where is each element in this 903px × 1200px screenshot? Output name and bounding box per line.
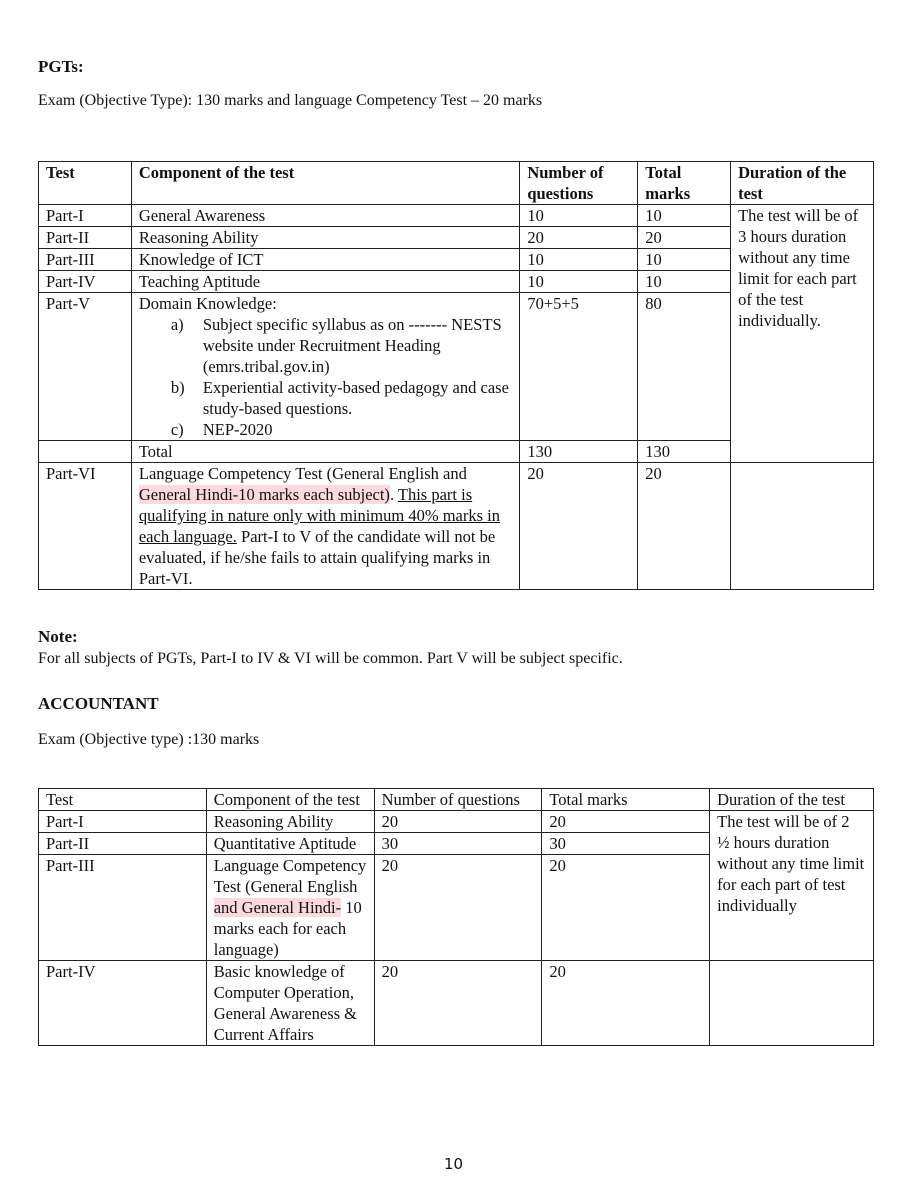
- cell-test: Part-I: [39, 811, 207, 833]
- cell-questions: 20: [374, 961, 542, 1046]
- table-row: [39, 961, 874, 1046]
- pgt-table: [38, 161, 874, 590]
- header-component: Component of the test: [131, 162, 519, 205]
- cell-marks: 20: [542, 961, 710, 1046]
- cell-test: Part-II: [39, 833, 207, 855]
- list-item: [170, 377, 512, 419]
- table-header-row: [39, 789, 874, 811]
- highlighted-text: and General Hindi-: [213, 898, 342, 917]
- list-text: NEP-2020: [202, 420, 273, 439]
- cell-component: Quantitative Aptitude: [206, 833, 374, 855]
- cell-empty: [731, 463, 874, 590]
- header-marks: Total marks: [542, 789, 710, 811]
- header-test: Test: [39, 162, 132, 205]
- accountant-heading: ACCOUNTANT: [38, 694, 159, 713]
- cell-test: Part-IV: [39, 961, 207, 1046]
- component-text: 10 marks each for each language): [213, 898, 362, 959]
- cell-test: Part-VI: [39, 463, 132, 590]
- cell-marks: 20: [638, 227, 731, 249]
- cell-component: Basic knowledge of Computer Operation, General Awareness & Current Affairs: [206, 961, 374, 1046]
- component-text: Part-I to V of the candidate will not be evaluated, if he/she fails to attain qualifying marks in Part-VI.: [138, 527, 496, 588]
- component-text: .: [389, 485, 398, 504]
- cell-marks: 10: [638, 249, 731, 271]
- cell-component: [206, 855, 374, 961]
- header-duration: Duration of the test: [731, 162, 874, 205]
- cell-marks: 10: [638, 205, 731, 227]
- cell-component: General Awareness: [131, 205, 519, 227]
- cell-questions: 20: [374, 811, 542, 833]
- list-text: Experiential activity-based pedagogy and case study-based questions.: [202, 378, 509, 418]
- cell-test: Part-III: [39, 249, 132, 271]
- cell-component: Reasoning Ability: [131, 227, 519, 249]
- cell-marks: 10: [638, 271, 731, 293]
- header-test: Test: [39, 789, 207, 811]
- list-marker: a): [170, 315, 184, 334]
- cell-questions: 10: [520, 205, 638, 227]
- underlined-text: This part is qualifying in nature only with minimum 40% marks in each language.: [138, 485, 500, 546]
- list-marker: c): [170, 420, 184, 439]
- table-row: [39, 811, 874, 833]
- cell-marks: 20: [638, 463, 731, 590]
- cell-questions: 30: [374, 833, 542, 855]
- cell-marks: 30: [542, 833, 710, 855]
- cell-component: [131, 463, 519, 590]
- header-questions: Number of questions: [520, 162, 638, 205]
- cell-questions: 20: [520, 227, 638, 249]
- cell-test: Part-V: [39, 293, 132, 441]
- pgt-heading: PGTs:: [38, 57, 84, 76]
- highlighted-text: General Hindi-10 marks each subject): [138, 485, 390, 504]
- cell-questions: 20: [520, 463, 638, 590]
- cell-test: [39, 441, 132, 463]
- cell-test: Part-III: [39, 855, 207, 961]
- cell-questions: 10: [520, 249, 638, 271]
- cell-test: Part-I: [39, 205, 132, 227]
- cell-duration: The test will be of 3 hours duration without any time limit for each part of the test individually.: [731, 205, 874, 463]
- header-marks: Total marks: [638, 162, 731, 205]
- list-item: [170, 314, 512, 377]
- cell-test: Part-II: [39, 227, 132, 249]
- note-heading: Note:: [38, 627, 78, 646]
- component-text: Language Competency Test (General English: [213, 856, 367, 896]
- domain-knowledge-label: Domain Knowledge:: [138, 294, 277, 313]
- page-number: 10: [444, 1155, 464, 1173]
- cell-questions: 20: [374, 855, 542, 961]
- cell-component: [131, 293, 519, 441]
- list-item: [170, 419, 512, 440]
- cell-duration: The test will be of 2 ½ hours duration without any time limit for each part of test individually: [710, 811, 874, 961]
- cell-component: Knowledge of ICT: [131, 249, 519, 271]
- cell-marks: 20: [542, 811, 710, 833]
- list-text: Subject specific syllabus as on ------- NESTS website under Recruitment Heading (emrs.tribal.gov.in): [202, 315, 502, 376]
- list-marker: b): [170, 378, 185, 397]
- accountant-table: [38, 788, 874, 1046]
- cell-marks: 80: [638, 293, 731, 441]
- cell-questions: 10: [520, 271, 638, 293]
- header-duration: Duration of the test: [710, 789, 874, 811]
- table-row: [39, 205, 874, 227]
- header-component: Component of the test: [206, 789, 374, 811]
- cell-questions: 70+5+5: [520, 293, 638, 441]
- cell-marks: 130: [638, 441, 731, 463]
- domain-subitems: [139, 314, 512, 440]
- cell-marks: 20: [542, 855, 710, 961]
- pgt-exam-line: Exam (Objective Type): 130 marks and language Competency Test – 20 marks: [38, 92, 543, 109]
- table-header-row: [39, 162, 874, 205]
- table-row: [39, 463, 874, 590]
- cell-component: Reasoning Ability: [206, 811, 374, 833]
- header-questions: Number of questions: [374, 789, 542, 811]
- component-text: Language Competency Test (General English and: [138, 464, 467, 483]
- cell-component: Teaching Aptitude: [131, 271, 519, 293]
- cell-component: Total: [131, 441, 519, 463]
- note-text: For all subjects of PGTs, Part-I to IV & VI will be common. Part V will be subject specific.: [38, 650, 623, 667]
- cell-test: Part-IV: [39, 271, 132, 293]
- accountant-exam-line: Exam (Objective type) :130 marks: [38, 731, 260, 748]
- cell-empty: [710, 961, 874, 1046]
- cell-questions: 130: [520, 441, 638, 463]
